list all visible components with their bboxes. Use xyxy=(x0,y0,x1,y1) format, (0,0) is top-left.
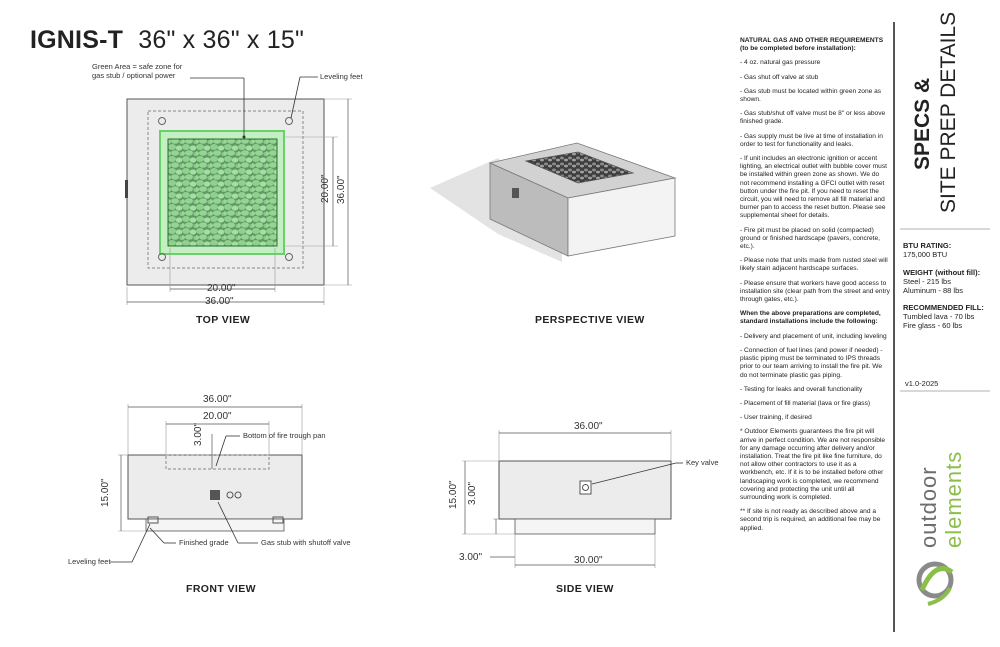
weight-label: WEIGHT (without fill): xyxy=(903,268,981,277)
perspective-view-label: PERSPECTIVE VIEW xyxy=(535,314,645,326)
gas-stub-valve xyxy=(210,490,220,500)
front-leveling-feet-label: Leveling feet xyxy=(68,557,111,566)
standard-item: - Testing for leaks and overall functionality xyxy=(740,385,863,393)
model-name: IGNIS-T xyxy=(30,26,124,54)
standard-item: - Delivery and placement of unit, including leveling xyxy=(740,332,887,340)
bottom-pan-label: Bottom of fire trough pan xyxy=(243,431,326,440)
side-view-base xyxy=(515,519,655,534)
front-dim-20: 20.00" xyxy=(203,411,232,422)
requirement-item: - Gas stub/shut off valve must be 8" or less above finished grade. xyxy=(740,110,886,126)
top-dim-20-horizontal: 20.00" xyxy=(207,283,236,294)
btu-rating-block xyxy=(903,241,951,259)
perspective-view-drawing xyxy=(430,143,675,262)
requirement-item: - Gas stub must be located within green zone as shown. xyxy=(740,87,882,104)
front-dim-15: 15.00" xyxy=(100,478,111,507)
weight-steel: Steel - 215 lbs xyxy=(903,277,951,286)
sidebar-site-prep-title: SITE PREP DETAILS xyxy=(937,11,960,213)
side-dim-30: 30.00" xyxy=(574,555,603,566)
requirement-item: - If unit includes an electronic ignition or accent lighting, an electrical outlet with bubble cover must be installed within green zone as shown. We do not recommend installing a GFCI outlet with reset button under the fire pit. If you need to reset the circuit, you will need to remove all fill material and burner pan to access the reset button. Please see supplemental sheet for details. xyxy=(740,155,887,220)
standard-install-heading: When the above preparations are completed, standard installations include the following: xyxy=(740,310,881,326)
side-key-valve xyxy=(580,481,591,494)
btu-value: 175,000 BTU xyxy=(903,250,948,259)
side-dim-3-vertical: 3.00" xyxy=(467,481,478,505)
weight-block xyxy=(903,268,980,295)
top-view-label: TOP VIEW xyxy=(196,314,251,326)
fill-lava: Tumbled lava - 70 lbs xyxy=(903,312,975,321)
top-view-drawing xyxy=(125,77,352,305)
front-dim-36: 36.00" xyxy=(203,394,232,405)
fill-block xyxy=(903,303,984,330)
finished-grade-label: Finished grade xyxy=(179,538,229,547)
gas-stub-label: Gas stub with shutoff valve xyxy=(261,538,351,547)
brand-word-elements: elements xyxy=(941,450,966,548)
fill-label: RECOMMENDED FILL: xyxy=(903,303,984,312)
requirement-item: - Please ensure that workers have good access to installation site (clear path from the street and entry through gates, etc.). xyxy=(740,279,890,304)
requirement-item: - Fire pit must be placed on solid (compacted) ground or finished hardscape (pavers, concrete, etc.). xyxy=(740,226,881,251)
side-dim-3-horizontal: 3.00" xyxy=(459,552,483,563)
front-dim-3: 3.00" xyxy=(193,422,204,446)
sidebar-specs-title: SPECS & xyxy=(911,77,934,170)
front-view-label: FRONT VIEW xyxy=(186,583,256,595)
perspective-key-valve xyxy=(512,188,519,198)
side-view-label: SIDE VIEW xyxy=(556,583,614,595)
front-view-base xyxy=(146,519,284,531)
front-view-body xyxy=(128,455,302,519)
requirements-list xyxy=(740,37,890,539)
standard-item: - Placement of fill material (lava or fire glass) xyxy=(740,399,871,407)
top-dim-36-vertical: 36.00" xyxy=(336,175,347,204)
second-trip-note: ** If site is not ready as described above and a second trip is required, an additional fee may be applied. xyxy=(740,508,881,532)
top-dim-20-vertical: 20.00" xyxy=(320,174,331,203)
top-view-side-bracket xyxy=(125,180,128,198)
version-label: v1.0-2025 xyxy=(905,379,939,388)
requirement-item: - Please note that units made from rusted steel will likely stain adjacent hardscape surfaces. xyxy=(740,257,888,273)
fire-pebbles xyxy=(168,139,277,246)
side-dim-15: 15.00" xyxy=(448,480,459,509)
leveling-feet-label: Leveling feet xyxy=(320,72,363,81)
top-dim-36-horizontal: 36.00" xyxy=(205,296,234,307)
model-dimensions: 36" x 36" x 15" xyxy=(138,26,305,54)
requirements-heading: NATURAL GAS AND OTHER REQUIREMENTS (to be completed before installation): xyxy=(740,37,884,53)
weight-aluminum: Aluminum - 88 lbs xyxy=(903,286,964,295)
standard-item: - Connection of fuel lines (and power if needed) - plastic piping must be terminated to IPS threads prior to our team arriving to install the fire pit. We do not terminate plastic gas piping. xyxy=(740,346,883,379)
btu-label: BTU RATING: xyxy=(903,241,952,250)
requirement-item: - Gas shut off valve at stub xyxy=(740,73,819,81)
brand-word-outdoor: outdoor xyxy=(916,466,941,548)
green-zone-note: Green Area = safe zone for gas stub / optional power xyxy=(92,62,183,80)
key-valve-label: Key valve xyxy=(686,458,719,467)
requirement-item: - Gas supply must be live at time of installation in order to test for functionality and leaks. xyxy=(740,132,883,148)
fill-glass: Fire glass - 60 lbs xyxy=(903,321,963,330)
side-view-drawing xyxy=(462,430,683,568)
guarantee-note: * Outdoor Elements guarantees the fire pit will arrive in perfect condition. We are not responsible for any damage occurring after delivery and/or installation. Treat the fire pit like fine furniture, do not allow other contractors to use it as a workbench, etc. If it is to be installed before other landscaping work is completed, we recommend covering and protecting the unit until all surrounding work is completed. xyxy=(740,428,886,501)
side-dim-36: 36.00" xyxy=(574,421,603,432)
standard-item: - User training, if desired xyxy=(740,414,812,422)
requirement-item: - 4 oz. natural gas pressure xyxy=(740,59,821,67)
